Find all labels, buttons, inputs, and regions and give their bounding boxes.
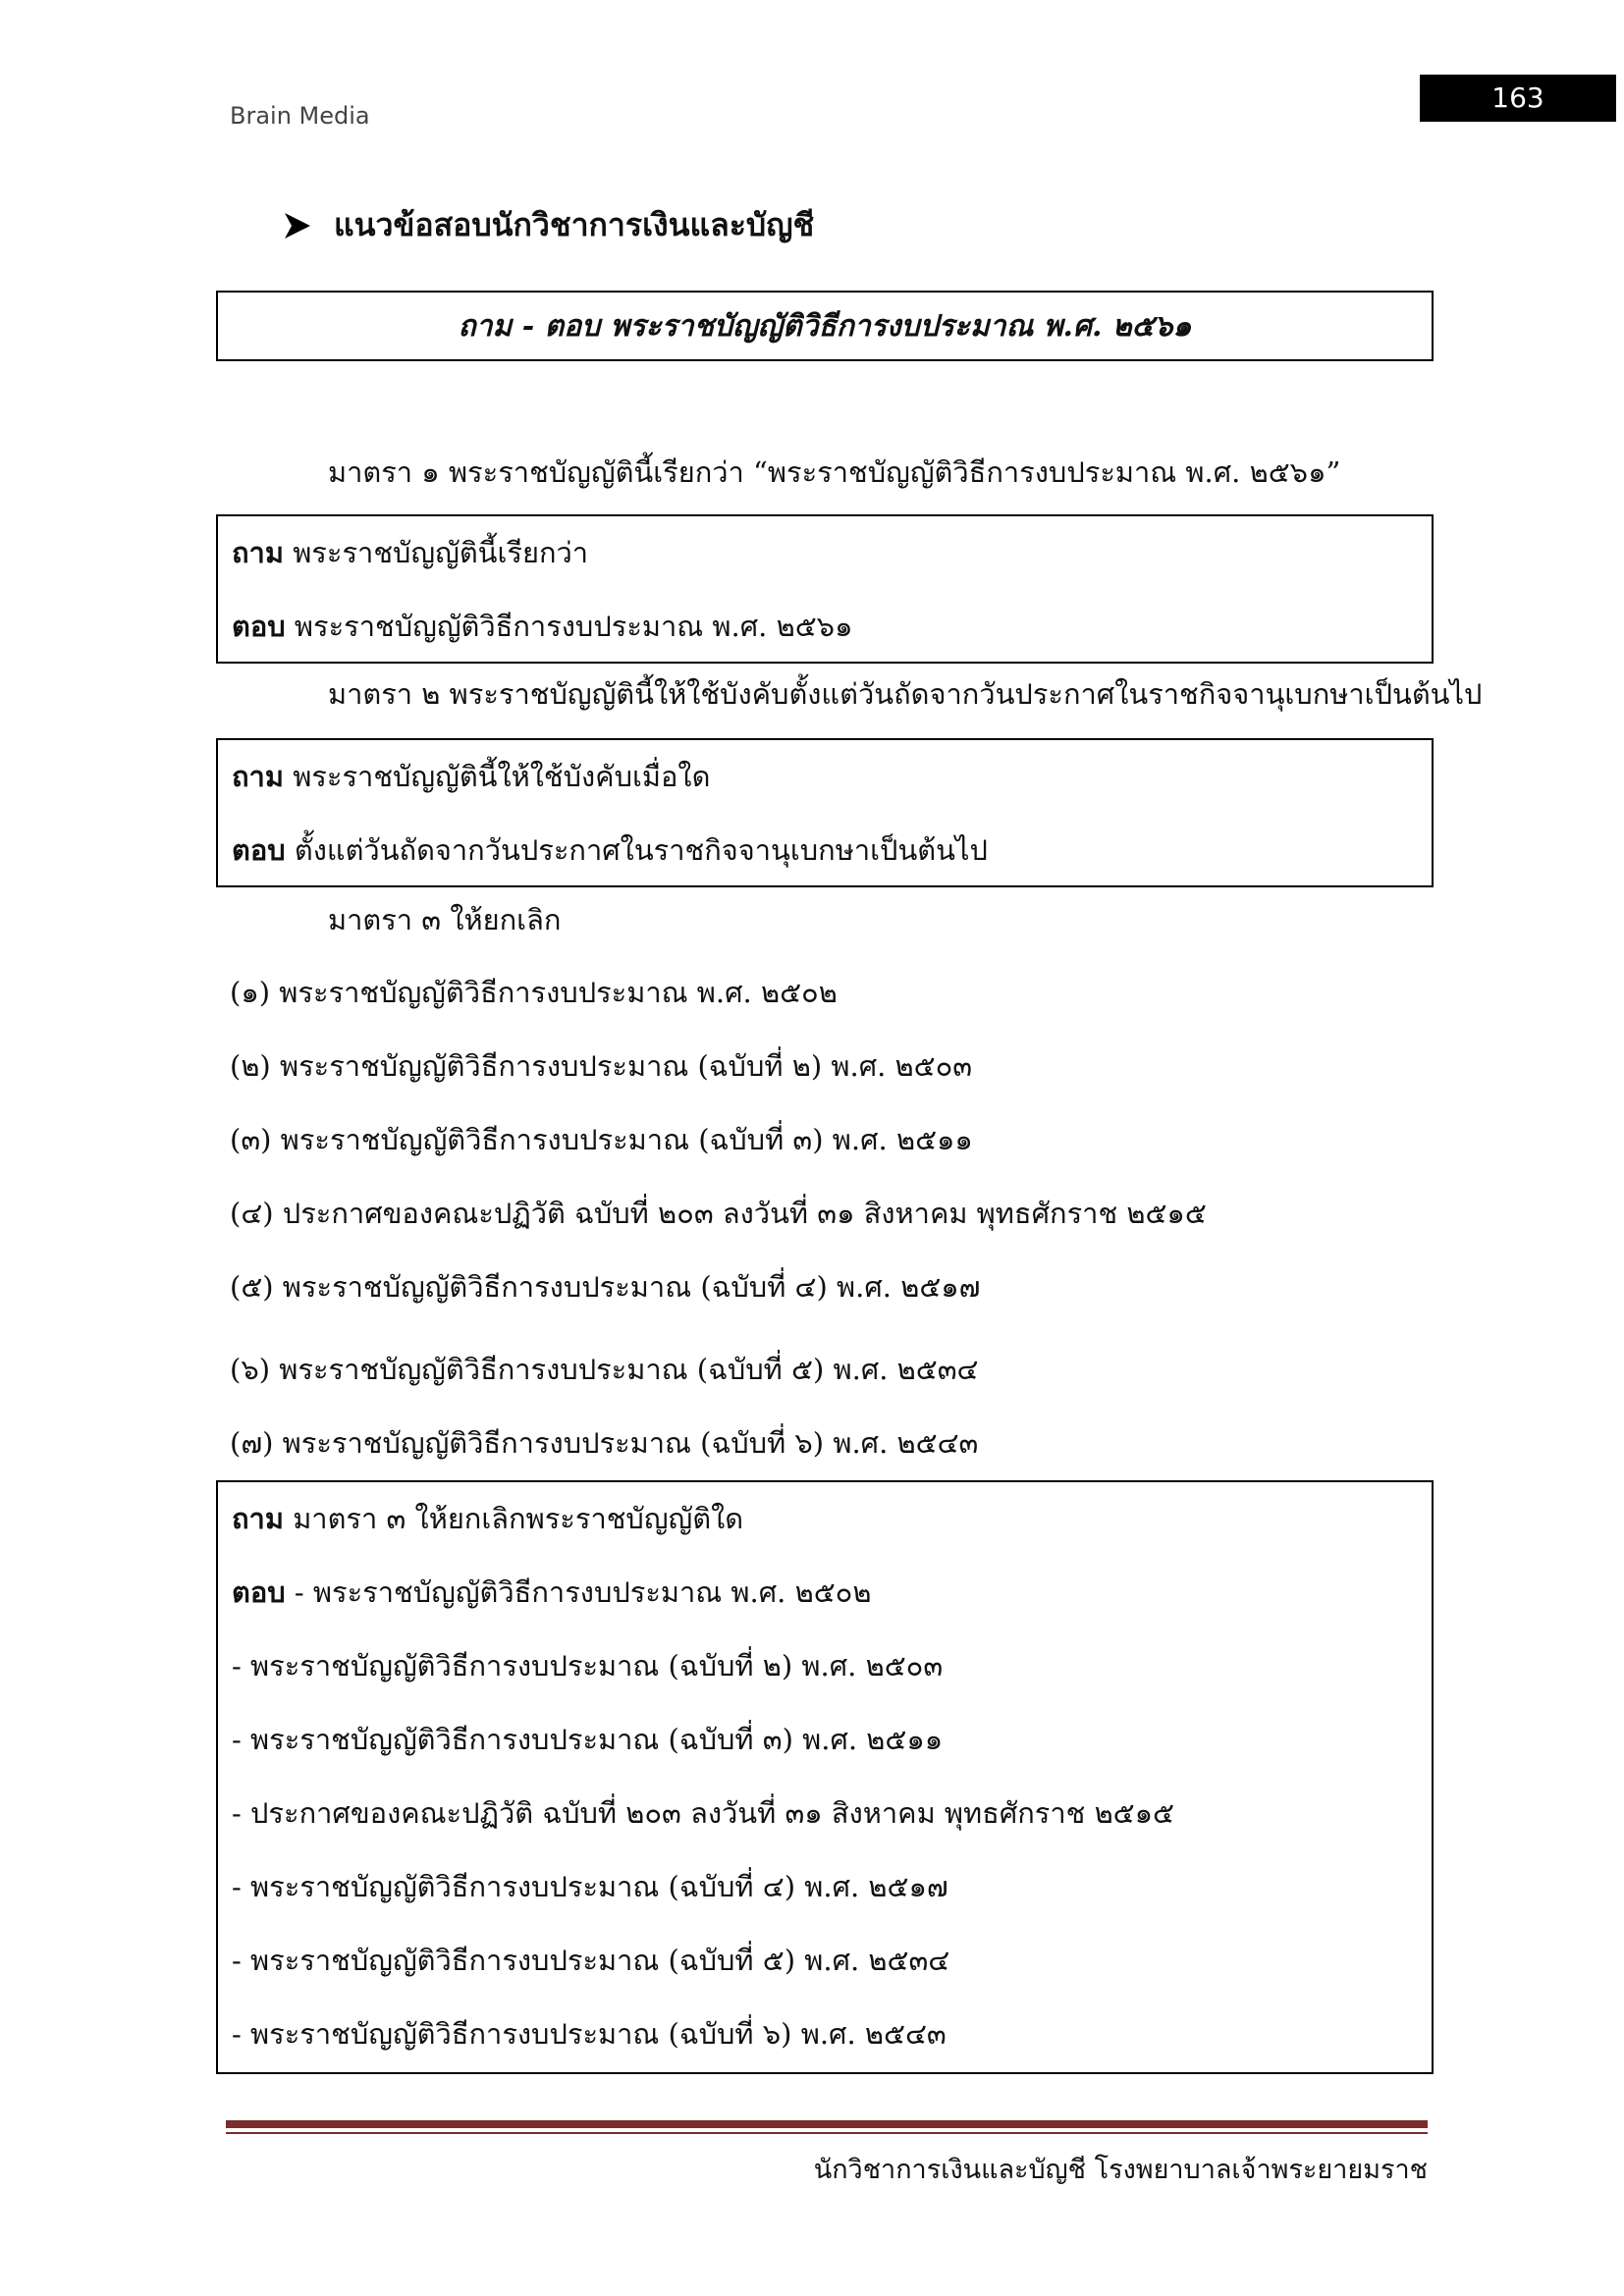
- question-text: มาตรา ๓ ให้ยกเลิกพระราชบัญญัติใด: [293, 1502, 744, 1535]
- answer-line: [232, 590, 1432, 664]
- footer-text: นักวิชาการเงินและบัญชี โรงพยาบาลเจ้าพระยายมราช: [813, 2155, 1428, 2185]
- question-line: [232, 1482, 1432, 1556]
- footer-rule-thin: [226, 2132, 1428, 2134]
- question-line: [232, 740, 1432, 814]
- list-item: (๕) พระราชบัญญัติวิธีการงบประมาณ (ฉบับที่ ๔) พ.ศ. ๒๕๑๗: [230, 1270, 981, 1304]
- qa-box-1: [216, 514, 1434, 664]
- question-label: ถาม: [232, 536, 284, 569]
- question-line: [232, 516, 1432, 590]
- title-box: ถาม - ตอบ พระราชบัญญัติวิธีการงบประมาณ พ.ศ. ๒๕๖๑: [216, 291, 1434, 361]
- answer-text: ตั้งแต่วันถัดจากวันประกาศในราชกิจจานุเบกษาเป็นต้นไป: [294, 833, 988, 867]
- answer-line: [232, 814, 1432, 887]
- section-1-text: มาตรา ๑ พระราชบัญญัตินี้เรียกว่า “พระราชบัญญัติวิธีการงบประมาณ พ.ศ. ๒๕๖๑”: [328, 455, 1341, 489]
- answer-text: - พระราชบัญญัติวิธีการงบประมาณ พ.ศ. ๒๕๐๒: [294, 1575, 872, 1609]
- list-item: (๖) พระราชบัญญัติวิธีการงบประมาณ (ฉบับที่ ๕) พ.ศ. ๒๕๓๔: [230, 1353, 979, 1386]
- answer-label: ตอบ: [232, 610, 286, 643]
- question-label: ถาม: [232, 1502, 284, 1535]
- answer-list-item: - พระราชบัญญัติวิธีการงบประมาณ (ฉบับที่ ๕) พ.ศ. ๒๕๓๔: [232, 1944, 950, 1977]
- answer-label: ตอบ: [232, 1575, 286, 1609]
- list-item: (๑) พระราชบัญญัติวิธีการงบประมาณ พ.ศ. ๒๕๐๒: [230, 976, 838, 1009]
- list-item: (๗) พระราชบัญญัติวิธีการงบประมาณ (ฉบับที่ ๖) พ.ศ. ๒๕๔๓: [230, 1426, 979, 1460]
- section-heading-text: แนวข้อสอบนักวิชาการเงินและบัญชี: [334, 206, 815, 243]
- brand-name: Brain Media: [230, 102, 370, 130]
- arrow-bullet-icon: [283, 211, 312, 240]
- qa-box-2: [216, 738, 1434, 887]
- list-item: (๔) ประกาศของคณะปฏิวัติ ฉบับที่ ๒๐๓ ลงวันที่ ๓๑ สิงหาคม พุทธศักราช ๒๕๑๕: [230, 1197, 1207, 1230]
- page-number: 163: [1420, 75, 1616, 122]
- answer-line: [232, 1556, 1432, 1629]
- section-2-text: มาตรา ๒ พระราชบัญญัตินี้ให้ใช้บังคับตั้งแต่วันถัดจากวันประกาศในราชกิจจานุเบกษาเป็นต้นไป: [328, 677, 1483, 711]
- question-text: พระราชบัญญัตินี้เรียกว่า: [293, 536, 589, 569]
- answer-text: พระราชบัญญัติวิธีการงบประมาณ พ.ศ. ๒๕๖๑: [294, 610, 853, 643]
- answer-list-item: - พระราชบัญญัติวิธีการงบประมาณ (ฉบับที่ ๖) พ.ศ. ๒๕๔๓: [232, 2017, 947, 2051]
- answer-list-item: - ประกาศของคณะปฏิวัติ ฉบับที่ ๒๐๓ ลงวันที่ ๓๑ สิงหาคม พุทธศักราช ๒๕๑๕: [232, 1796, 1174, 1830]
- qa-box-3: [216, 1480, 1434, 2074]
- question-text: พระราชบัญญัตินี้ให้ใช้บังคับเมื่อใด: [293, 760, 711, 793]
- answer-label: ตอบ: [232, 833, 286, 867]
- footer-rule: [226, 2120, 1428, 2128]
- answer-list-item: - พระราชบัญญัติวิธีการงบประมาณ (ฉบับที่ ๓) พ.ศ. ๒๕๑๑: [232, 1723, 944, 1756]
- list-item: (๓) พระราชบัญญัติวิธีการงบประมาณ (ฉบับที่ ๓) พ.ศ. ๒๕๑๑: [230, 1123, 973, 1156]
- list-item: (๒) พระราชบัญญัติวิธีการงบประมาณ (ฉบับที่ ๒) พ.ศ. ๒๕๐๓: [230, 1049, 973, 1083]
- answer-list-item: - พระราชบัญญัติวิธีการงบประมาณ (ฉบับที่ ๒) พ.ศ. ๒๕๐๓: [232, 1649, 944, 1682]
- section-heading: [283, 200, 814, 250]
- section-3-text: มาตรา ๓ ให้ยกเลิก: [328, 903, 562, 936]
- answer-list-item: - พระราชบัญญัติวิธีการงบประมาณ (ฉบับที่ ๔) พ.ศ. ๒๕๑๗: [232, 1870, 948, 1903]
- question-label: ถาม: [232, 760, 284, 793]
